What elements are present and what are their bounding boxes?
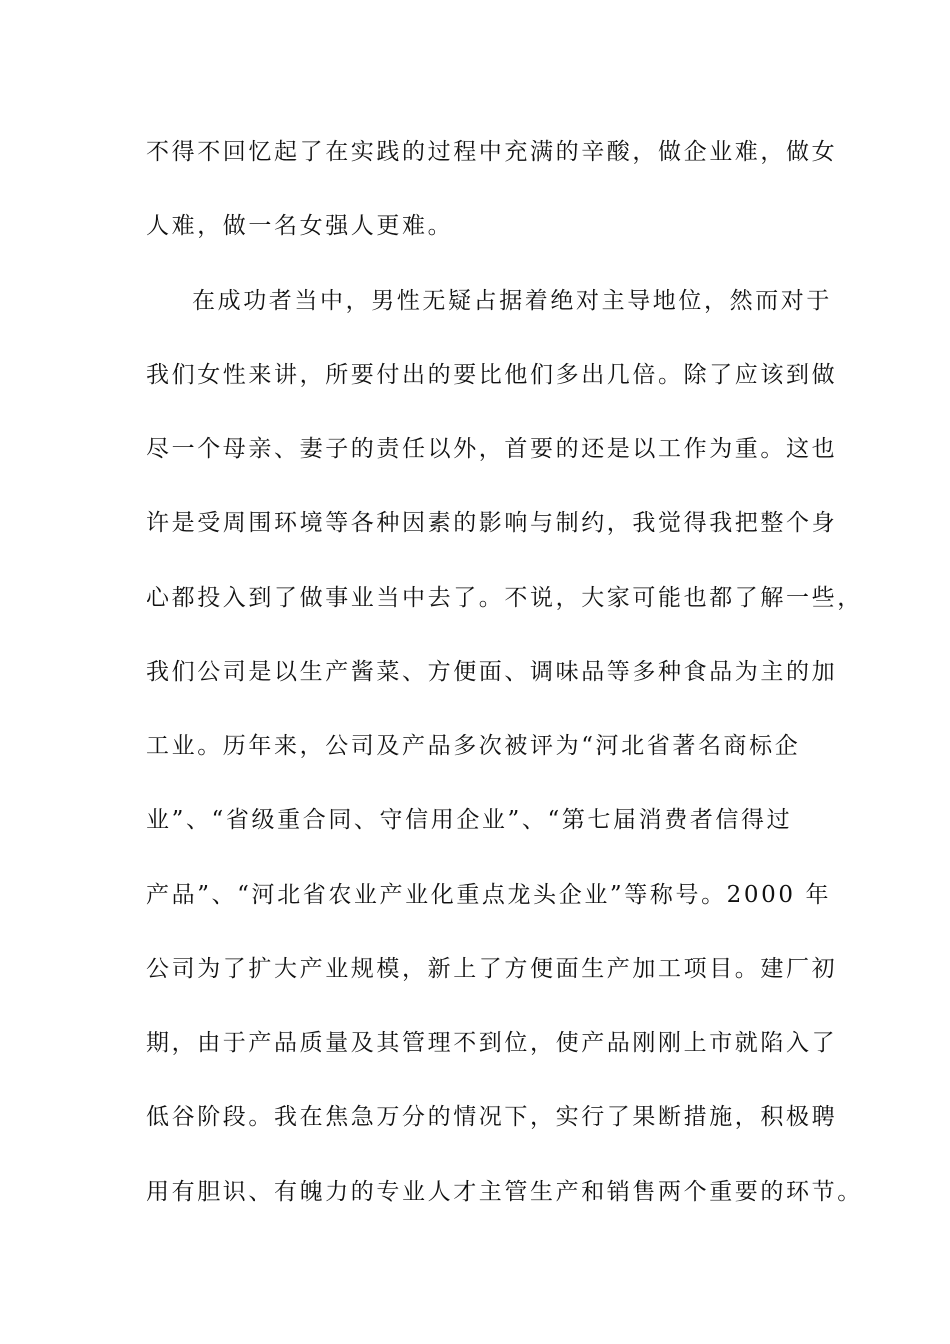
text-line: 尽一个母亲、妻子的责任以外，首要的还是以工作为重。这也 xyxy=(146,436,838,462)
text-line: 工业。历年来，公司及产品多次被评为“河北省著名商标企 xyxy=(146,733,801,759)
paragraph-first-line: 在成功者当中，男性无疑占据着绝对主导地位，然而对于 xyxy=(192,288,832,314)
text-line: 用有胆识、有魄力的专业人才主管生产和销售两个重要的环节。 xyxy=(146,1179,863,1205)
text-line: 不得不回忆起了在实践的过程中充满的辛酸，做企业难，做女 xyxy=(146,139,838,165)
text-line: 期，由于产品质量及其管理不到位，使产品刚刚上市就陷入了 xyxy=(146,1030,838,1056)
text-line: 人难，做一名女强人更难。 xyxy=(146,213,454,239)
text-line: 业”、“省级重合同、守信用企业”、“第七届消费者信得过 xyxy=(146,807,793,833)
text-line: 心都投入到了做事业当中去了。不说，大家可能也都了解一些， xyxy=(146,585,863,611)
text-line: 我们女性来讲，所要付出的要比他们多出几倍。除了应该到做 xyxy=(146,362,838,388)
text-line: 公司为了扩大产业规模，新上了方便面生产加工项目。建厂初 xyxy=(146,956,838,982)
text-line: 产品”、“河北省农业产业化重点龙头企业”等称号。2000 年 xyxy=(146,882,832,908)
text-line: 许是受周围环境等各种因素的影响与制约，我觉得我把整个身 xyxy=(146,510,838,536)
text-line: 我们公司是以生产酱菜、方便面、调味品等多种食品为主的加 xyxy=(146,659,838,685)
text-line: 低谷阶段。我在焦急万分的情况下，实行了果断措施，积极聘 xyxy=(146,1104,838,1130)
